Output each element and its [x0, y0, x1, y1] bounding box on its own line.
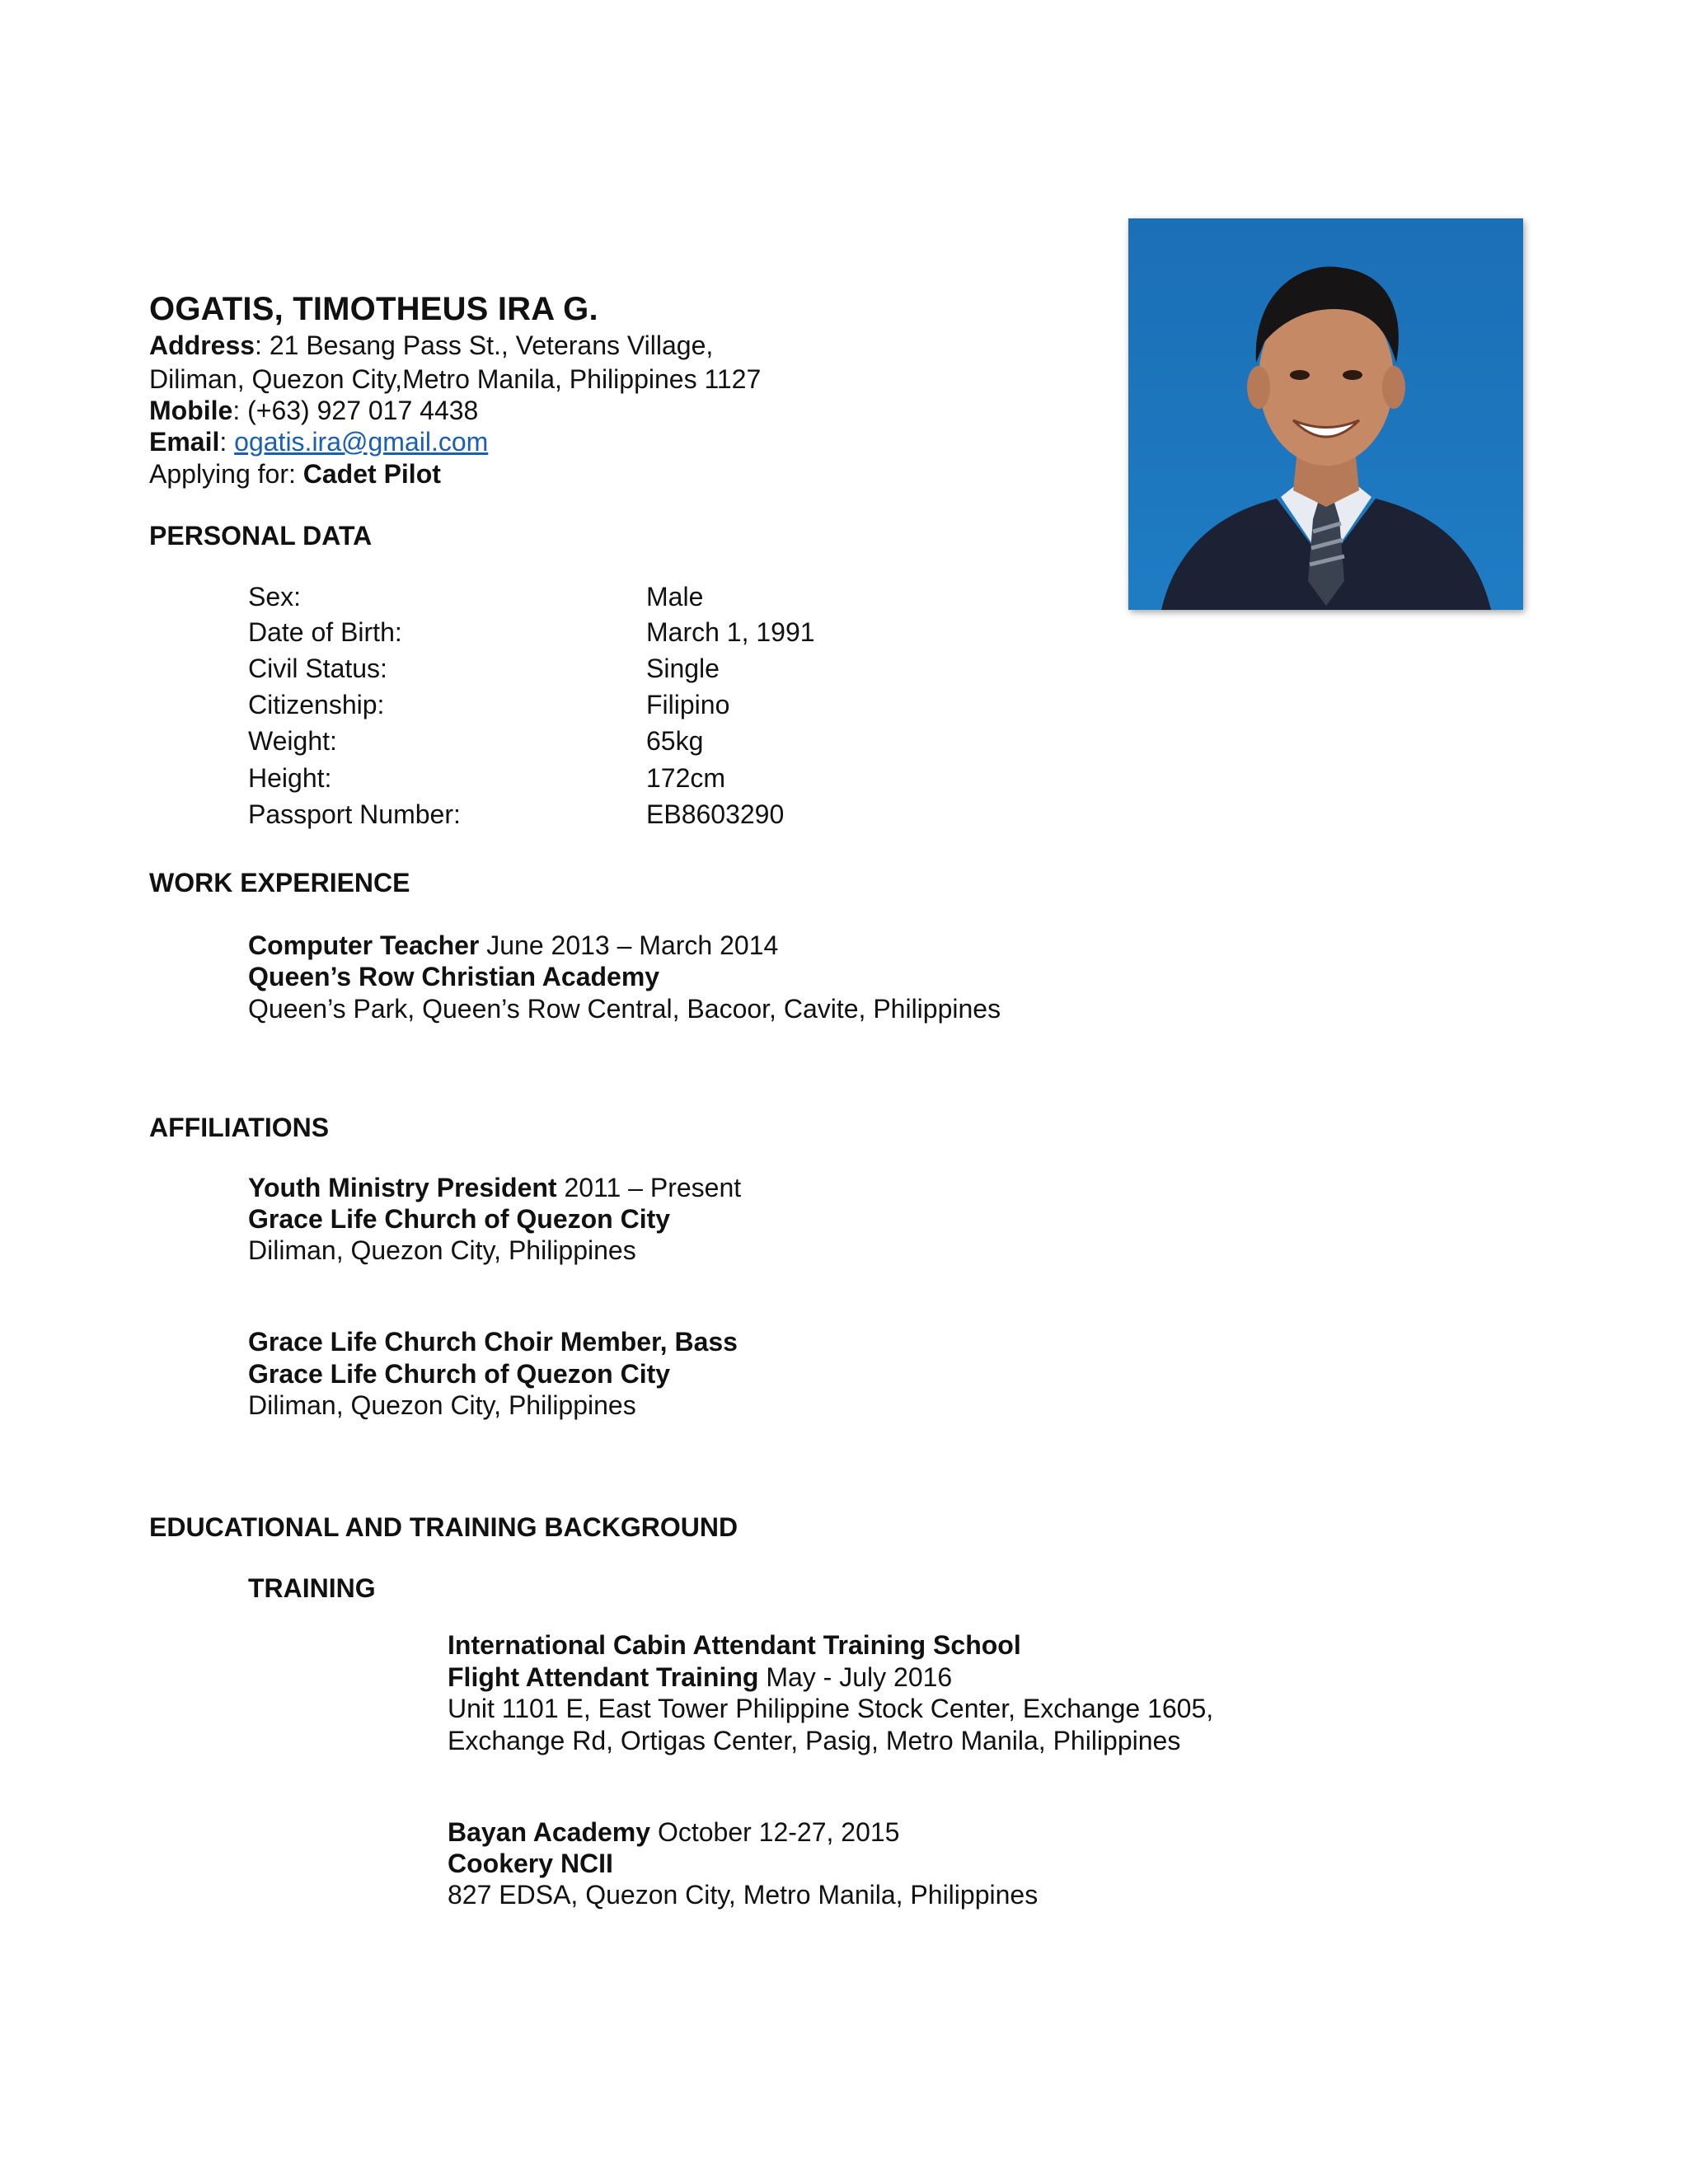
mobile-line — [149, 395, 478, 426]
training-2-course: Cookery NCII — [448, 1849, 613, 1878]
training-2-school: Bayan Academy — [448, 1817, 651, 1847]
affiliations-heading: AFFILIATIONS — [149, 1113, 330, 1142]
work-title: Computer Teacher — [248, 930, 480, 960]
address-line-2: Diliman, Quezon City,Metro Manila, Philippines 1127 — [149, 364, 762, 394]
affiliation-2-title: Grace Life Church Choir Member, Bass — [248, 1327, 738, 1357]
training-2-address: 827 EDSA, Quezon City, Metro Manila, Philippines — [448, 1880, 1039, 1910]
personal-value-citizenship: Filipino — [646, 690, 730, 719]
mobile-label: Mobile — [149, 396, 233, 425]
personal-label-passport: Passport Number: — [248, 799, 461, 829]
personal-label-citizenship: Citizenship: — [248, 690, 385, 719]
applying-label: Applying for: — [149, 459, 303, 489]
personal-value-civil-status: Single — [646, 654, 720, 683]
training-2-school-line — [448, 1816, 899, 1848]
address-value: : 21 Besang Pass St., Veterans Village, — [255, 330, 714, 360]
email-line — [149, 426, 488, 457]
personal-label-sex: Sex: — [248, 582, 302, 612]
training-subheading: TRAINING — [248, 1573, 376, 1603]
personal-value-weight: 65kg — [646, 726, 704, 756]
personal-data-heading: PERSONAL DATA — [149, 521, 373, 551]
affiliation-1-title-line — [248, 1172, 741, 1203]
email-label: Email — [149, 427, 220, 457]
training-1-dates: May - July 2016 — [758, 1662, 953, 1692]
affiliation-2-org: Grace Life Church of Quezon City — [248, 1359, 671, 1389]
education-heading: EDUCATIONAL AND TRAINING BACKGROUND — [149, 1512, 738, 1542]
work-entry-title-line — [248, 930, 778, 961]
training-1-school: International Cabin Attendant Training School — [448, 1630, 1021, 1660]
personal-label-weight: Weight: — [248, 726, 337, 756]
work-experience-heading: WORK EXPERIENCE — [149, 868, 410, 898]
address-line-1 — [149, 330, 713, 361]
personal-value-height: 172cm — [646, 763, 726, 793]
applicant-name: OGATIS, TIMOTHEUS IRA G. — [149, 291, 598, 327]
training-2-dates: October 12-27, 2015 — [650, 1817, 900, 1847]
personal-label-civil-status: Civil Status: — [248, 654, 387, 683]
email-link[interactable]: ogatis.ira@gmail.com — [234, 427, 489, 457]
affiliation-1-title: Youth Ministry President — [248, 1173, 557, 1202]
personal-value-sex: Male — [646, 582, 704, 612]
address-label: Address — [149, 330, 256, 360]
mobile-value: : (+63) 927 017 4438 — [232, 396, 479, 425]
work-dates: June 2013 – March 2014 — [479, 930, 779, 960]
personal-value-dob: March 1, 1991 — [646, 617, 815, 647]
applying-position: Cadet Pilot — [302, 459, 441, 489]
personal-label-dob: Date of Birth: — [248, 617, 402, 647]
affiliation-1-dates: 2011 – Present — [556, 1173, 742, 1202]
training-1-address-1: Unit 1101 E, East Tower Philippine Stock Center, Exchange 1605, — [448, 1694, 1214, 1723]
personal-label-height: Height: — [248, 763, 332, 793]
portrait-icon — [1128, 218, 1523, 610]
training-1-course-line — [448, 1661, 952, 1693]
work-org: Queen’s Row Christian Academy — [248, 962, 660, 991]
affiliation-1-org: Grace Life Church of Quezon City — [248, 1204, 671, 1234]
personal-value-passport: EB8603290 — [646, 799, 785, 829]
applicant-photo — [1128, 218, 1523, 610]
training-1-address-2: Exchange Rd, Ortigas Center, Pasig, Metro Manila, Philippines — [448, 1726, 1181, 1755]
work-location: Queen’s Park, Queen’s Row Central, Bacoor, Cavite, Philippines — [248, 994, 1001, 1024]
training-1-course: Flight Attendant Training — [448, 1662, 759, 1692]
applying-for-line — [149, 458, 441, 490]
affiliation-2-location: Diliman, Quezon City, Philippines — [248, 1390, 636, 1420]
affiliation-1-location: Diliman, Quezon City, Philippines — [248, 1235, 636, 1265]
email-separator: : — [219, 427, 235, 457]
